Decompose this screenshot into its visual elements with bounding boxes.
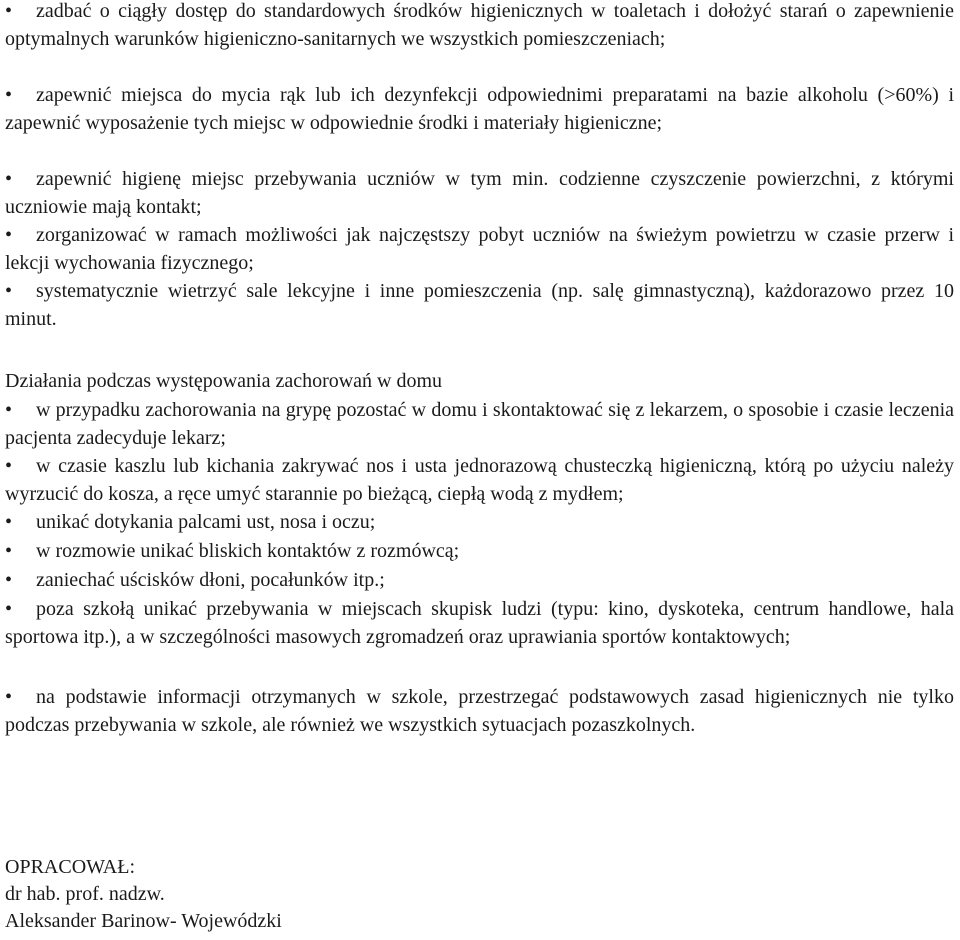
list-item	[5, 508, 954, 536]
list-item	[5, 165, 954, 221]
bullet: •	[5, 540, 13, 562]
bullet: •	[5, 511, 13, 533]
footer-label: OPRACOWAŁ:	[5, 856, 136, 878]
list-item	[5, 452, 954, 508]
list-item-text: zapewnić miejsca do mycia rąk lub ich dezynfekcji odpowiednimi preparatami na bazie alkoholu (>60%) i zapewnić wyposażenie tych miejsc w odpowiednie środki i materiały higieniczne;	[5, 84, 954, 134]
list-item-text: unikać dotykania palcami ust, nosa i oczu;	[36, 511, 376, 533]
list-item	[5, 537, 954, 565]
list-item-text: poza szkołą unikać przebywania w miejscach skupisk ludzi (typu: kino, dyskoteka, centrum handlowe, hala sportowa itp.), a w szczególności masowych zgromadzeń oraz uprawiania sportów kontaktowych;	[5, 598, 954, 648]
bullet: •	[5, 224, 13, 246]
bullet: •	[5, 84, 13, 106]
list-item-text: w rozmowie unikać bliskich kontaktów z rozmówcą;	[36, 540, 460, 562]
footer-title: dr hab. prof. nadzw.	[5, 883, 165, 905]
bullet: •	[5, 0, 13, 22]
list-item	[5, 566, 954, 594]
list-item	[5, 277, 954, 333]
bullet: •	[5, 455, 13, 477]
list-item-text: zadbać o ciągły dostęp do standardowych środków higienicznych w toaletach i dołożyć starań o zapewnienie optymalnych warunków higieniczno-sanitarnych we wszystkich pomieszczeniach;	[5, 0, 954, 50]
footer-author: Aleksander Barinow- Wojewódzki	[5, 910, 282, 932]
bullet: •	[5, 168, 13, 190]
list-item	[5, 0, 954, 53]
list-item-text: w czasie kaszlu lub kichania zakrywać nos i usta jednorazową chusteczką higieniczną, którą po użyciu należy wyrzucić do kosza, a ręce umyć starannie po bieżącą, ciepłą wodą z mydłem;	[5, 455, 954, 505]
list-item	[5, 221, 954, 277]
list-item-text: zaniechać uścisków dłoni, pocałunków itp.;	[36, 569, 385, 591]
list-item	[5, 396, 954, 452]
list-item-text: na podstawie informacji otrzymanych w szkole, przestrzegać podstawowych zasad higienicznych nie tylko podczas przebywania w szkole, ale również we wszystkich sytuacjach pozaszkolnych.	[5, 686, 954, 736]
list-item-text: zapewnić higienę miejsc przebywania uczniów w tym min. codzienne czyszczenie powierzchni, z którymi uczniowie mają kontakt;	[5, 168, 954, 218]
list-item	[5, 683, 954, 739]
list-item	[5, 595, 954, 651]
list-item-text: w przypadku zachorowania na grypę pozostać w domu i skontaktować się z lekarzem, o sposobie i czasie leczenia pacjenta zadecyduje lekarz;	[5, 399, 954, 449]
list-item-text: systematycznie wietrzyć sale lekcyjne i inne pomieszczenia (np. salę gimnastyczną), każdorazowo przez 10 minut.	[5, 280, 954, 330]
list-item-text: zorganizować w ramach możliwości jak najczęstszy pobyt uczniów na świeżym powietrzu w czasie przerw i lekcji wychowania fizycznego;	[5, 224, 954, 274]
bullet: •	[5, 569, 13, 591]
list-item	[5, 81, 954, 137]
bullet: •	[5, 598, 13, 620]
bullet: •	[5, 686, 13, 708]
section-heading: Działania podczas występowania zachorowań w domu	[5, 370, 443, 392]
bullet: •	[5, 399, 13, 421]
bullet: •	[5, 280, 13, 302]
